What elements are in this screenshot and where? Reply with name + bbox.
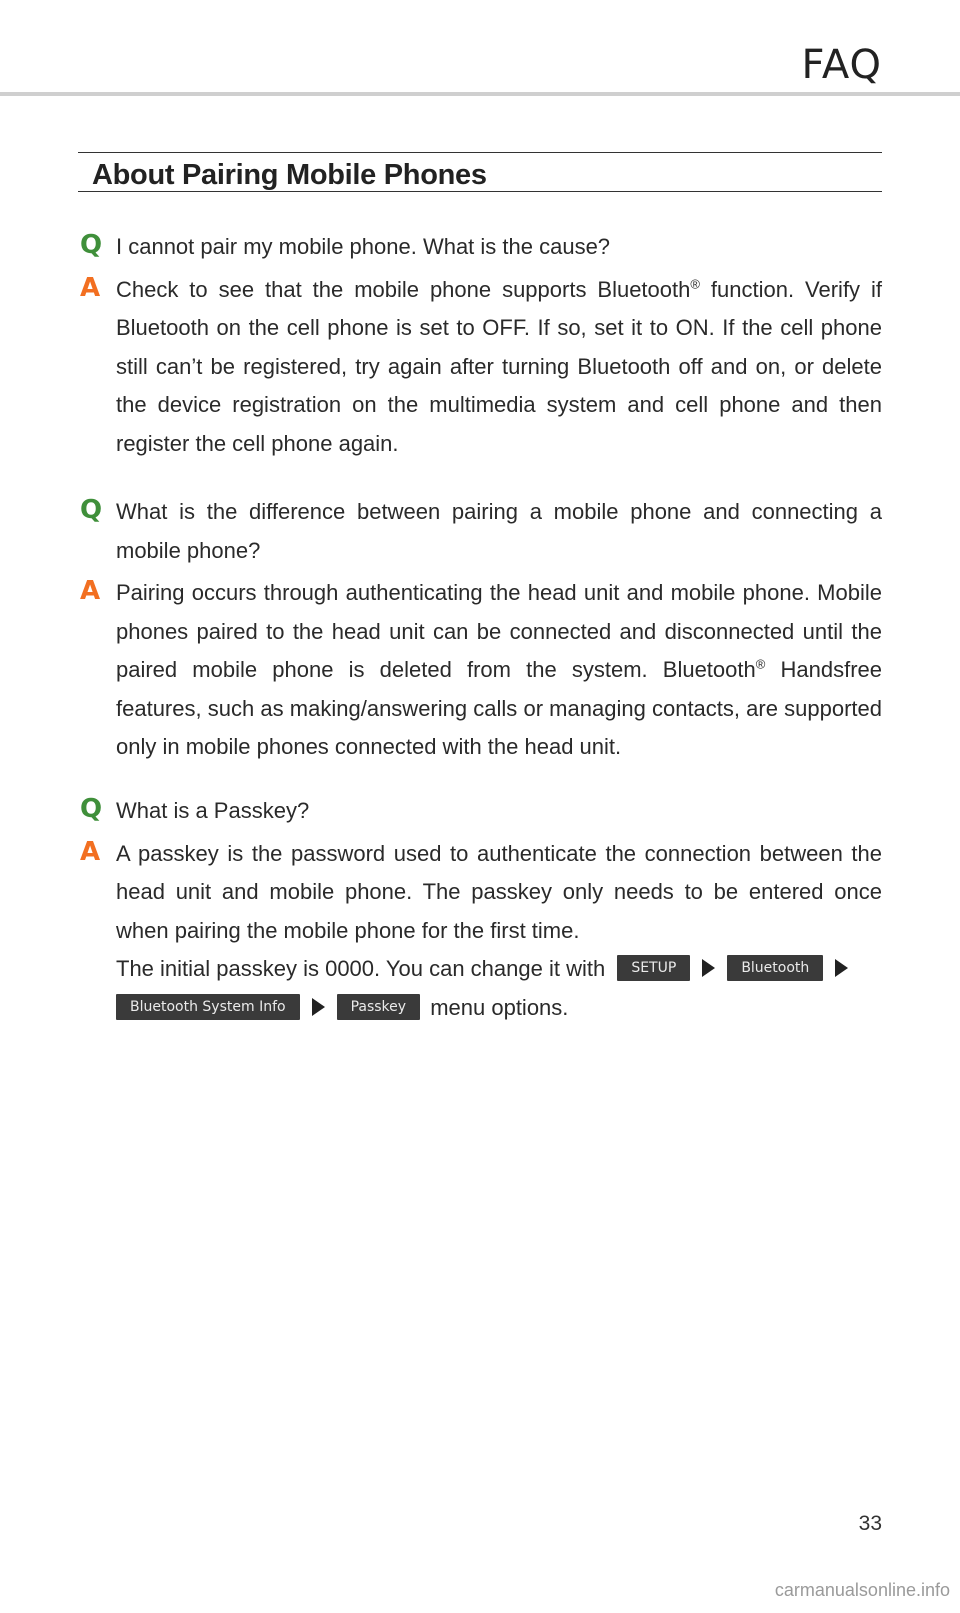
faq-item-1 — [78, 228, 882, 463]
faq-item-3 — [78, 792, 882, 1027]
answer-mark-icon: A — [80, 576, 101, 606]
arrow-right-icon — [312, 998, 325, 1016]
question-mark-icon: Q — [80, 230, 103, 260]
answer-mark-icon: A — [80, 836, 101, 867]
arrow-right-icon — [702, 959, 715, 977]
section-title: About Pairing Mobile Phones — [92, 159, 487, 191]
question-mark-icon: Q — [80, 794, 103, 824]
header-divider — [0, 92, 960, 96]
page-number: 33 — [858, 1512, 882, 1535]
bluetooth-system-info-button: Bluetooth System Info — [116, 994, 300, 1020]
question-mark-icon: Q — [80, 495, 103, 525]
faq-answer: A passkey is the password used to authenticate the connection between the head unit and mobile phone. The passkey only needs to be entered once when pairing the mobile phone for the first time. — [116, 840, 882, 943]
faq-question: I cannot pair my mobile phone. What is the cause? — [116, 234, 611, 259]
chapter-title: FAQ — [801, 42, 882, 88]
faq-question: What is a Passkey? — [116, 798, 310, 823]
faq-item-2 — [78, 493, 882, 767]
registered-mark: ® — [755, 656, 766, 672]
answer-mark-icon: A — [80, 272, 101, 303]
registered-mark: ® — [690, 276, 700, 292]
faq-answer-menu-path: The initial passkey is 0000. You can change it with SETUP Bluetooth Bluetooth System Info Passkey menu options. — [116, 950, 882, 1027]
faq-question: What is the difference between pairing a mobile phone and connecting a mobile phone? — [116, 499, 882, 563]
watermark-text: carmanualsonline.info — [774, 1580, 950, 1600]
bluetooth-button: Bluetooth — [727, 955, 823, 981]
passkey-button: Passkey — [337, 994, 421, 1020]
section-heading-box — [78, 152, 882, 192]
setup-button: SETUP — [617, 955, 690, 981]
faq-answer: Check to see that the mobile phone supports Bluetooth® function. Verify if Bluetooth on the cell phone is set to OFF. If so, set it to ON. If the cell phone still can’t be registered, try again after turning Bluetooth off and on, or delete the device registration on the multimedia system and cell phone and then register the cell phone again. — [116, 276, 882, 456]
arrow-right-icon — [835, 959, 848, 977]
faq-answer: Pairing occurs through authenticating the head unit and mobile phone. Mobile phones paired to the head unit can be connected and disconnected until the paired mobile phone is deleted from the system. Bluetooth® Handsfree features, such as making/answering calls or managing contacts, are supported only in mobile phones connected with the head unit. — [116, 580, 882, 759]
